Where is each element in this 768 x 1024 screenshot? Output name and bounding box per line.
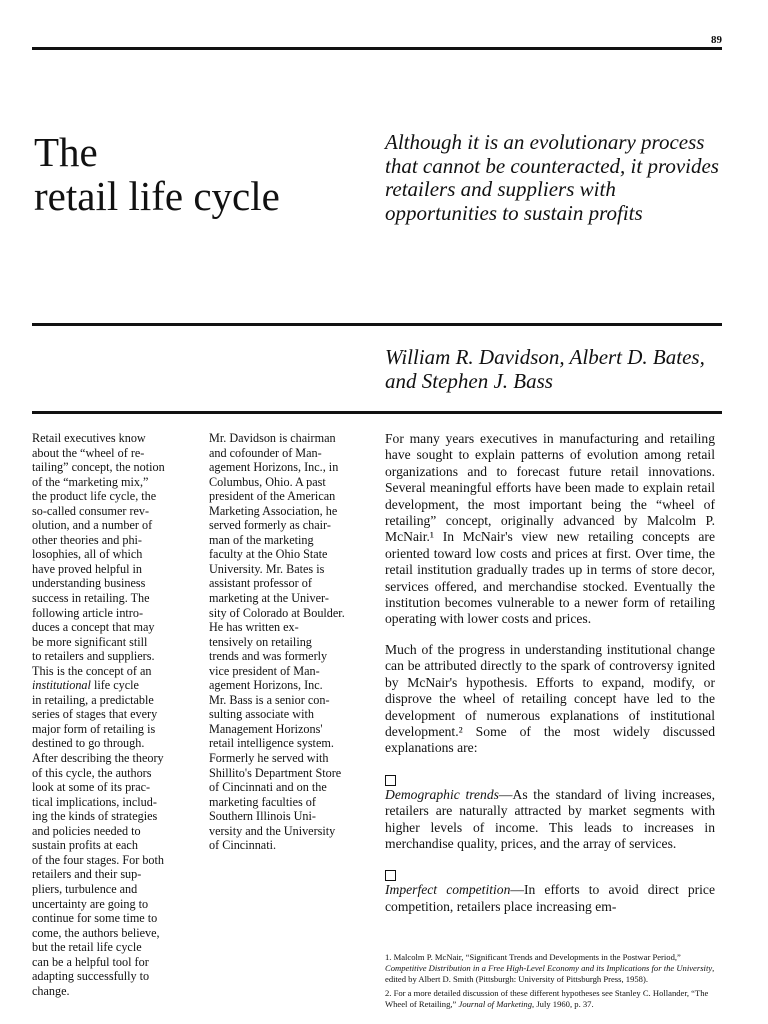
summary-line: institutional life cycle: [32, 678, 139, 693]
summary-line: the product life cycle, the: [32, 489, 157, 504]
summary-line: and policies needed to: [32, 823, 141, 838]
author-bio-column: [209, 431, 369, 853]
summary-line: in retailing, a predictable: [32, 692, 154, 707]
bio-line: Formerly he served with: [209, 751, 329, 766]
bio-line: agement Horizons, Inc., in: [209, 460, 339, 475]
footnote-text: , edited by Albert D. Smith (Pittsburgh: University of Pittsburgh Press, 1958).: [385, 962, 715, 984]
summary-line: uncertainty are going to: [32, 896, 149, 911]
bio-line: retail intelligence system.: [209, 736, 334, 751]
bio-line: of Cincinnati.: [209, 838, 277, 853]
bio-line: of Cincinnati and on the: [209, 780, 327, 795]
top-rule: [32, 47, 722, 50]
article-subtitle: Although it is an evolutionary process that cannot be counteracted, it provides retailers and suppliers with opportunities to sustain profits: [385, 130, 719, 225]
bio-line: Mr. Bass is a senior con-: [209, 692, 330, 707]
middle-rule: [32, 323, 722, 326]
footnote-1: [385, 952, 715, 984]
lower-rule: [32, 411, 722, 414]
summary-line: can be a helpful tool for: [32, 954, 149, 969]
footnote-text: 1. Malcolm P. McNair, “Significant Trends and Developments in the Postwar Period,”: [385, 952, 681, 962]
footnotes: [385, 952, 715, 1014]
bio-line: versity and the University: [209, 823, 336, 838]
summary-line: losophies, all of which: [32, 547, 143, 562]
bio-line: Marketing Association, he: [209, 503, 338, 518]
list-item: [385, 882, 715, 915]
summary-line: After describing the theory: [32, 751, 164, 766]
bio-line: trends and was formerly: [209, 649, 328, 664]
body-paragraph: For many years executives in manufacturing and retailing have sought to explain patterns of evolution among retail organizations and to forecast future retail innovations. Several meaningful efforts have been made to explain retail development, the most important being the “wheel of retailing” concept, originally advanced by Malcolm P. McNair.¹ In McNair's view new retailing concepts are oriented toward low costs and prices at first. Over time, the retail institution gradually trades up in terms of store decor, services offered, and merchandise stocked. Eventually the institution becomes vulnerable to a newer form of retailing operating with lower costs and prices.: [385, 431, 715, 627]
bio-line: and cofounder of Man-: [209, 445, 322, 460]
summary-line: understanding business: [32, 576, 146, 591]
bio-line: marketing at the Univer-: [209, 591, 329, 606]
bio-line: marketing faculties of: [209, 794, 316, 809]
bio-line: Management Horizons': [209, 721, 323, 736]
bullet-row: [385, 866, 715, 882]
bio-line: University. Mr. Bates is: [209, 561, 325, 576]
article-title: [34, 130, 280, 218]
list-item-term: Demographic trends: [385, 786, 499, 802]
bio-line: assistant professor of: [209, 576, 312, 591]
summary-line: so-called consumer rev-: [32, 503, 150, 518]
title-line: The: [34, 129, 98, 175]
summary-line: of the “marketing mix,”: [32, 474, 149, 489]
summary-line: duces a concept that may: [32, 620, 155, 635]
summary-line: destined to go through.: [32, 736, 145, 751]
bio-line: Southern Illinois Uni-: [209, 809, 316, 824]
summary-line: sustain profits at each: [32, 838, 138, 853]
footnote-italic-text: Competitive Distribution in a Free High-Level Economy and its Implications for the University: [385, 962, 713, 973]
bio-line: agement Horizons, Inc.: [209, 678, 323, 693]
summary-line: pliers, turbulence and: [32, 881, 138, 896]
footnote-italic-text: Journal of Marketing: [458, 999, 533, 1010]
square-bullet-icon: [385, 870, 396, 881]
summary-line: be more significant still: [32, 634, 148, 649]
summary-line: major form of retailing is: [32, 721, 156, 736]
bio-line: Mr. Davidson is chairman: [209, 431, 336, 445]
summary-line: Retail executives know: [32, 431, 146, 445]
footnote-2: [385, 988, 715, 1010]
page-number: 89: [711, 34, 722, 46]
summary-line: success in retailing. The: [32, 591, 150, 606]
summary-line: olution, and a number of: [32, 518, 153, 533]
summary-line: of this cycle, the authors: [32, 765, 152, 780]
summary-line: series of stages that every: [32, 707, 158, 722]
bio-line: He has written ex-: [209, 620, 299, 635]
bio-line: vice president of Man-: [209, 663, 320, 678]
summary-line: continue for some time to: [32, 911, 158, 926]
summary-line: change.: [32, 983, 70, 998]
summary-line: tical implications, includ-: [32, 794, 157, 809]
summary-line: ing the kinds of strategies: [32, 809, 158, 824]
title-line: retail life cycle: [34, 173, 280, 219]
bullet-row: [385, 771, 715, 787]
summary-line: other theories and phi-: [32, 532, 142, 547]
summary-line: retailers and their sup-: [32, 867, 142, 882]
bio-line: served formerly as chair-: [209, 518, 331, 533]
square-bullet-icon: [385, 775, 396, 786]
bio-line: president of the American: [209, 489, 336, 504]
summary-line: This is the concept of an: [32, 663, 152, 678]
article-authors: William R. Davidson, Albert D. Bates, and Stephen J. Bass: [385, 345, 705, 393]
bio-line: tensively on retailing: [209, 634, 312, 649]
bio-line: sity of Colorado at Boulder.: [209, 605, 345, 620]
summary-line: but the retail life cycle: [32, 940, 142, 955]
body-paragraph: Much of the progress in understanding institutional change can be attributed directly to the spark of controversy ignited by McNair's hypothesis. Efforts to expand, modify, or disprove the wheel of retailing concept have led to the development of numerous explanations of institutional development.² Some of the most widely discussed explanations are:: [385, 641, 715, 756]
summary-line: look at some of its prac-: [32, 780, 151, 795]
bio-line: faculty at the Ohio State: [209, 547, 328, 562]
summary-line: of the four stages. For both: [32, 852, 165, 867]
body-column: [385, 431, 715, 929]
footnote-text: , July 1960, p. 37.: [532, 999, 594, 1010]
bio-line: Columbus, Ohio. A past: [209, 474, 326, 489]
summary-line: have proved helpful in: [32, 561, 142, 576]
bio-line: man of the marketing: [209, 532, 314, 547]
bio-line: Shillito's Department Store: [209, 765, 342, 780]
list-item-text: —In efforts to avoid direct price competition, retailers place increasing em-: [385, 882, 715, 914]
summary-line: about the “wheel of re-: [32, 445, 145, 460]
summary-line: following article intro-: [32, 605, 144, 620]
summary-line: tailing” concept, the notion: [32, 460, 165, 475]
bio-line: sulting associate with: [209, 707, 314, 722]
summary-line: adapting successfully to: [32, 969, 150, 984]
list-item-text: —As the standard of living increases, retailers are naturally attracted by market segments with higher levels of income. This leads to increases in merchandise quality, prices, and the array of services.: [385, 786, 715, 851]
list-item-term: Imperfect competition: [385, 882, 511, 898]
summary-column: [32, 431, 192, 998]
footnote-text: 2. For a more detailed discussion of these different hypotheses see Stanley C. Hollander, “The Wheel of Retailing,”: [385, 988, 709, 1010]
list-item: [385, 787, 715, 853]
summary-line: come, the authors believe,: [32, 925, 160, 940]
summary-line: to retailers and suppliers.: [32, 649, 155, 664]
